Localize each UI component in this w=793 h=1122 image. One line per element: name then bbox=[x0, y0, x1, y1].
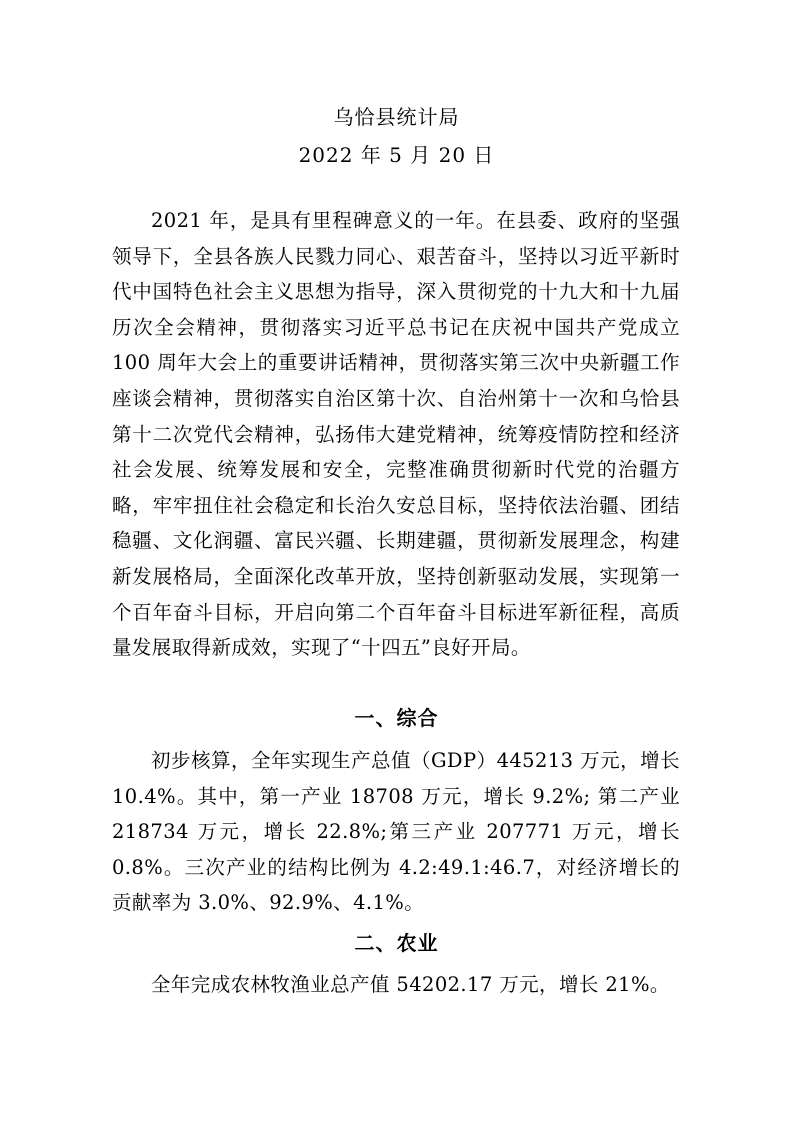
intro-paragraph: 2021 年，是具有里程碑意义的一年。在县委、政府的坚强领导下，全县各族人民戮力同心、艰苦奋斗，坚持以习近平新时代中国特色社会主义思想为指导，深入贯彻党的十九大和十九届历次全会精神，贯彻落实习近平总书记在庆祝中国共产党成立 100 周年大会上的重要讲话精神，贯彻落实第三次中央新疆工作座谈会精神，贯彻落实自治区第十次、自治州第十一次和乌恰县第十二次党代会精神，弘扬伟大建党精神，统筹疫情防控和经济社会发展、统筹发展和安全，完整准确贯彻新时代党的治疆方略，牢牢扭住社会稳定和长治久安总目标，坚持依法治疆、团结稳疆、文化润疆、富民兴疆、长期建疆，贯彻新发展理念，构建新发展格局，全面深化改革开放，坚持创新驱动发展，实现第一个百年奋斗目标，开启向第二个百年奋斗目标进军新征程，高质量发展取得新成效，实现了“十四五”良好开局。 bbox=[112, 209, 680, 660]
issuing-organization: 乌恰县统计局 bbox=[333, 105, 460, 129]
section-heading-general: 一、综合 bbox=[354, 706, 439, 730]
issue-date: 2022 年 5 月 20 日 bbox=[298, 143, 495, 167]
section-paragraph-general: 初步核算，全年实现生产总值（GDP）445213 万元，增长 10.4%。其中，第一产业 18708 万元，增长 9.2%; 第二产业 218734 万元，增长 22.8%;第三产业 207771 万元，增长 0.8%。三次产业的结构比例为 4.2:49.1:46.7，对经济增长的贡献率为 3.0%、92.9%、4.1%。 bbox=[112, 749, 680, 915]
section-heading-agriculture: 二、农业 bbox=[354, 931, 439, 955]
section-paragraph-agriculture: 全年完成农林牧渔业总产值 54202.17 万元，增长 21%。 bbox=[151, 973, 670, 996]
